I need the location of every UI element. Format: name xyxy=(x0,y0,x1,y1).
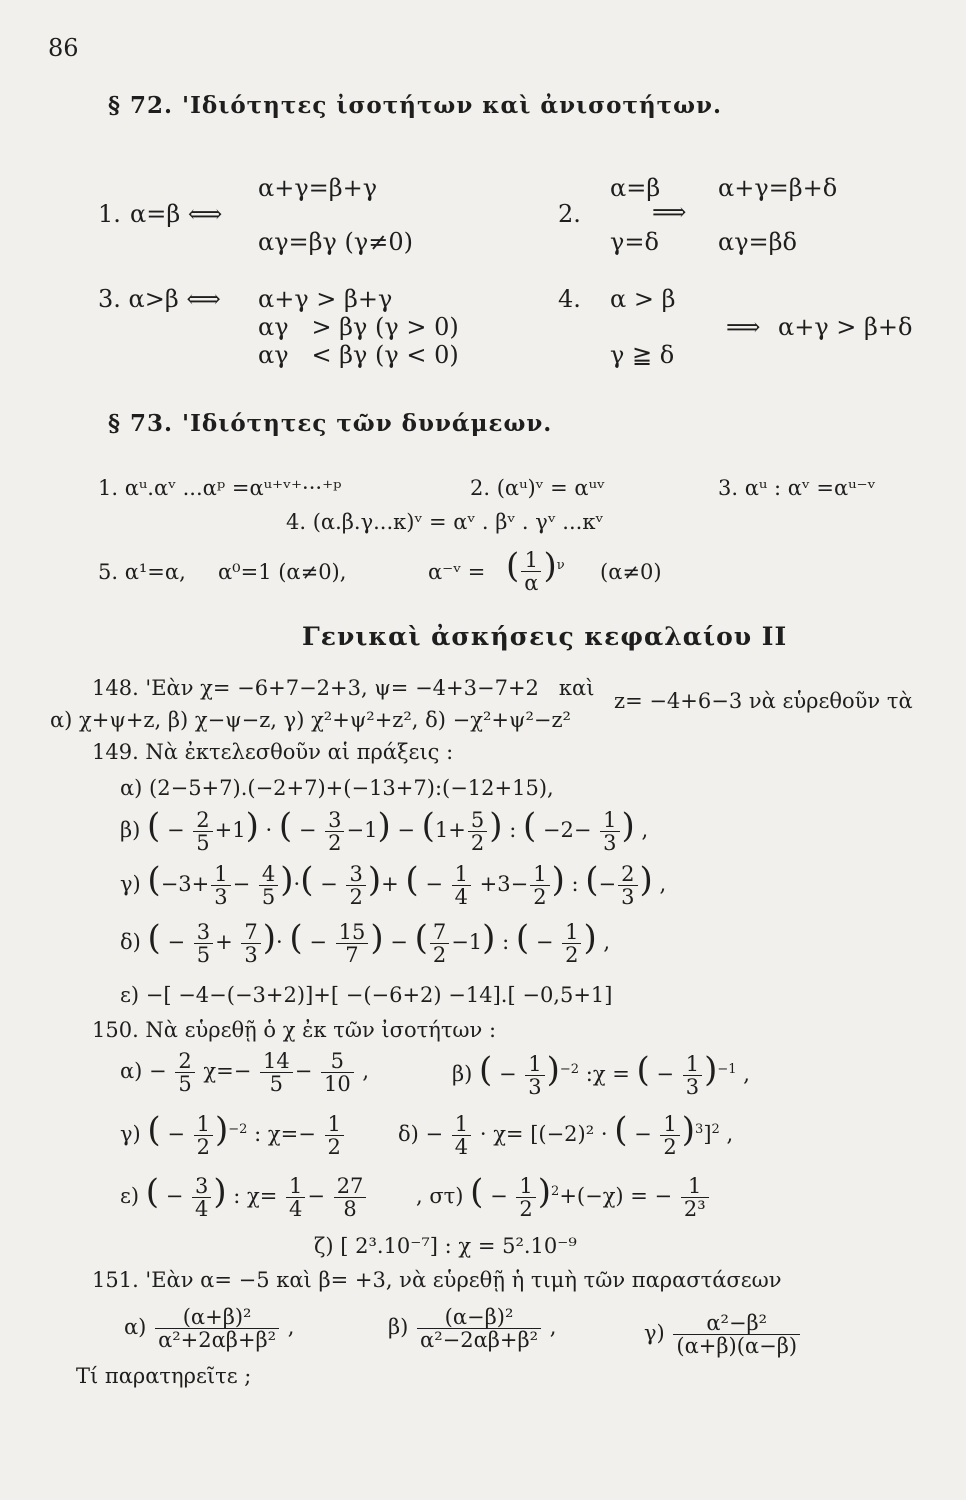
exercise-151-b: β) $\frac{\text{(α−β)²}}{\text{α²−2αβ+β²}}$ , xyxy=(388,1305,557,1353)
exercise-151-a-num: (α+β)² xyxy=(155,1306,279,1329)
power-rule-5a: 5. α¹=α, xyxy=(98,560,186,584)
prop2-top-right: α+γ=β+δ xyxy=(718,174,838,202)
prop1-left: α=β ⟺ xyxy=(130,200,223,228)
prop3-lead: 3. α>β ⟺ xyxy=(98,285,221,313)
power-rule-3: 3. αᵘ : αᵛ =αᵘ⁻ᵛ xyxy=(718,476,876,500)
exercise-151-c: γ) $\frac{\text{α²−β²}}{(\alpha+\beta)(\alpha-\beta)}$ xyxy=(644,1312,802,1357)
page-number: 86 xyxy=(48,34,79,62)
prop4-number: 4. xyxy=(558,285,581,313)
prop4-top: α > β xyxy=(610,285,676,313)
exercise-151-question: Τί παρατηρεῖτε ; xyxy=(76,1364,252,1388)
exercise-150-b: β) ( − $\frac{1}{3}$ )$^{-2}$ :χ = ( − $\frac{1}{3}$ )$^{-1}$ , xyxy=(452,1050,750,1099)
prop1-number: 1. xyxy=(98,200,121,228)
power-rule-5b: α⁰=1 (α≠0), xyxy=(218,560,347,584)
exercise-151-intro: 151. 'Εὰν α= −5 καὶ β= +3, νὰ εὑρεθῇ ἡ τιμὴ τῶν παραστάσεων xyxy=(92,1268,782,1292)
exercise-148-line1-end: z= −4+6−3 νὰ εὑρεθοῦν τὰ xyxy=(614,689,913,713)
exercise-150-st: , στ) ( − $\frac{1}{2}$ )$^2$+(−χ) = − $\frac{1}{\text{2³}}$ xyxy=(416,1172,711,1220)
exercise-150-a: α) − $\frac{2}{5}$ χ=− $\frac{14}{5}$ − $\frac{5}{10}$ , xyxy=(120,1049,370,1097)
exercise-151-a: α) $\frac{\text{(α+β)²}}{\text{α²+2αβ+β²}}$ , xyxy=(124,1305,295,1353)
exercise-150-d: δ) − $\frac{1}{4}$ · χ= [(−2)² · ( − $\frac{1}{2}$ )$^3$]$^2$ , xyxy=(398,1110,734,1159)
exercise-149-e: ε) −[ −4−(−3+2)]+[ −(−6+2) −14].[ −0,5+1] xyxy=(120,983,613,1007)
exercise-151-c-num: α²−β² xyxy=(673,1312,800,1335)
exercise-148-line1: 148. 'Εὰν χ= −6+7−2+3, ψ= −4+3−7+2 καὶ xyxy=(92,676,595,700)
chapter-exercises-heading: Γενικαὶ ἀσκήσεις κεφαλαίου II xyxy=(302,622,788,651)
power-rule-5-fraction: ( $\frac{1}{\alpha}$ )$^\nu$ xyxy=(506,546,565,595)
prop2-arrow: ⟹ xyxy=(652,198,687,226)
prop3-line1: α+γ > β+γ xyxy=(258,285,393,313)
exercise-149-d: δ) ( − $\frac{3}{5}$ + $\frac{7}{3}$ )· ( − $\frac{15}{7}$ ) − ( $\frac{7}{2}$ −1) : ( − $\frac{1}{2}$ ) , xyxy=(120,918,611,967)
exercise-150-c: γ) ( − $\frac{1}{2}$ )$^{-2}$ : χ=− $\frac{1}{2}$ xyxy=(120,1110,346,1158)
prop4-result: α+γ > β+δ xyxy=(778,313,913,341)
exercise-149-a: α) (2−5+7).(−2+7)+(−13+7):(−12+15), xyxy=(120,776,554,800)
power-rule-5d: (α≠0) xyxy=(600,560,662,584)
exercise-148-line2: α) χ+ψ+z, β) χ−ψ−z, γ) χ²+ψ²+z², δ) −χ²+ψ²−z² xyxy=(50,708,571,732)
exercise-150-z: ζ) [ 2³.10⁻⁷] : χ = 5².10⁻⁹ xyxy=(314,1234,577,1258)
exercise-150-e: ε) ( − $\frac{3}{4}$ ) : χ= $\frac{1}{4}$ − $\frac{27}{8}$ xyxy=(120,1172,368,1220)
exercise-151-a-den: α²+2αβ+β² xyxy=(158,1328,277,1353)
prop2-bottom-right: αγ=βδ xyxy=(718,228,797,256)
power-rule-2: 2. (αᵘ)ᵛ = αᵘᵛ xyxy=(470,476,605,500)
prop1-top: α+γ=β+γ xyxy=(258,174,378,202)
prop4-bottom: γ ≧ δ xyxy=(610,341,675,369)
exercise-149-c: γ) (−3+ $\frac{1}{3}$ − $\frac{4}{5}$ )·( − $\frac{3}{2}$ )+ ( − $\frac{1}{4}$ +3− $\frac{1}{2}$ ) : (− $\frac{2}{3}$ ) , xyxy=(120,860,667,909)
prop3-line2: αγ > βγ (γ > 0) xyxy=(258,313,459,341)
exercise-149-intro: 149. Νὰ ἐκτελεσθοῦν αἱ πράξεις : xyxy=(92,740,454,764)
section-72-title: § 72. 'Ιδιότητες ἰσοτήτων καὶ ἀνισοτήτων. xyxy=(108,92,723,119)
prop3-line3: αγ < βγ (γ < 0) xyxy=(258,341,459,369)
exercise-150-intro: 150. Νὰ εὑρεθῇ ὁ χ ἐκ τῶν ἰσοτήτων : xyxy=(92,1018,497,1042)
power-rule-4: 4. (α.β.γ...κ)ᵛ = αᵛ . βᵛ . γᵛ ...κᵛ xyxy=(286,510,604,534)
prop2-number: 2. xyxy=(558,200,581,228)
power-rule-5c: α⁻ᵛ = xyxy=(428,560,486,584)
power-rule-1: 1. αᵘ.αᵛ ...αᵖ =αᵘ⁺ᵛ⁺···⁺ᵖ xyxy=(98,476,342,500)
exercise-151-b-num: (α−β)² xyxy=(417,1306,541,1329)
prop1-bottom: αγ=βγ (γ≠0) xyxy=(258,228,413,256)
prop2-bottom-left: γ=δ xyxy=(610,228,659,256)
exercise-149-b: β) ( − $\frac{2}{5}$ +1) · ( − $\frac{3}{2}$ −1) − (1+ $\frac{5}{2}$ ) : ( −2− $\frac{1}{3}$ ) , xyxy=(120,806,649,855)
section-73-title: § 73. 'Ιδιότητες τῶν δυνάμεων. xyxy=(108,410,553,437)
exercise-151-c-den: (α+β)(α−β) xyxy=(676,1334,798,1359)
prop4-arrow: ⟹ xyxy=(726,313,761,341)
prop2-top-left: α=β xyxy=(610,174,661,202)
exercise-151-b-den: α²−2αβ+β² xyxy=(420,1328,539,1353)
